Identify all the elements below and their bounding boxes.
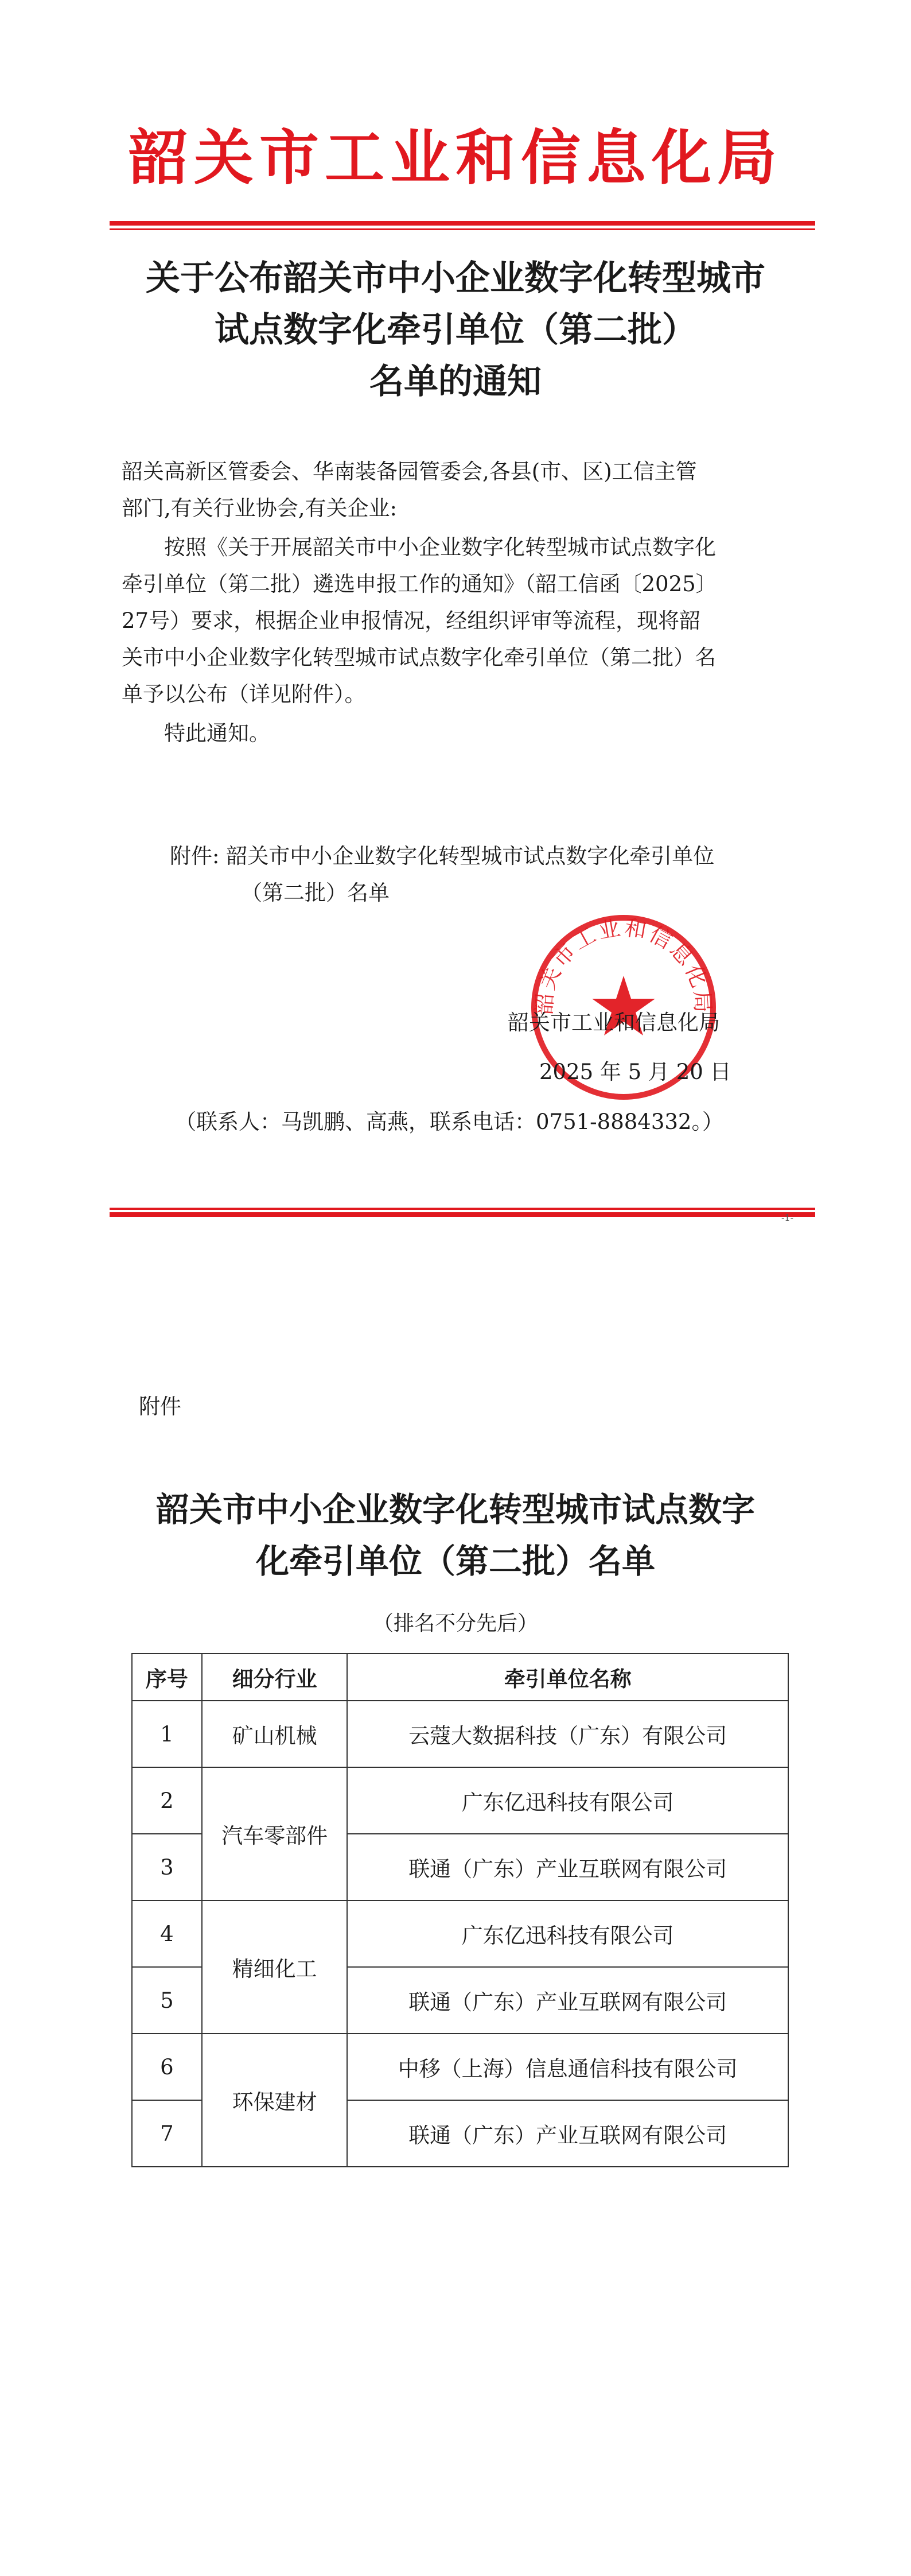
svg-text:韶关市工业和信息化局: 韶关市工业和信息化局 — [531, 914, 716, 1016]
notice-body — [122, 529, 810, 752]
body-line: 27号）要求，根据企业申报情况，经组织评审等流程，现将韶 — [122, 608, 701, 633]
addressee-line: 部门,有关行业协会,有关企业: — [122, 496, 397, 521]
row-no: 5 — [132, 1967, 202, 2034]
body-line: 关市中小企业数字化转型城市试点数字化牵引单位（第二批）名 — [122, 645, 716, 670]
row-unit: 联通（广东）产业互联网有限公司 — [347, 1834, 788, 1900]
footer-rule-thick — [110, 1212, 815, 1217]
row-no: 3 — [132, 1834, 202, 1900]
table-row — [132, 1900, 788, 1967]
attachment-line: 附件: 韶关市中小企业数字化转型城市试点数字化牵引单位 — [170, 844, 715, 868]
row-unit: 联通（广东）产业互联网有限公司 — [347, 2100, 788, 2167]
row-unit: 云蔻大数据科技（广东）有限公司 — [347, 1701, 788, 1767]
table-header-row — [132, 1654, 788, 1701]
attachment-label: 附件 — [139, 1394, 181, 1419]
row-no: 6 — [132, 2034, 202, 2100]
notice-title-line: 关于公布韶关市中小企业数字化转型城市 — [146, 258, 765, 298]
table-row — [132, 1701, 788, 1767]
row-unit: 广东亿迅科技有限公司 — [347, 1767, 788, 1834]
addressee-line: 韶关高新区管委会、华南装备园管委会,各县(市、区)工信主管 — [122, 459, 697, 484]
row-no: 2 — [132, 1767, 202, 1834]
attachment-line: （第二批）名单 — [241, 880, 390, 905]
notice-title-line: 名单的通知 — [369, 362, 542, 402]
signature: 韶关市工业和信息化局 — [508, 1010, 720, 1035]
row-industry: 汽车零部件 — [202, 1767, 348, 1900]
issue-date: 2025 年 5 月 20 日 — [539, 1060, 731, 1084]
body-line: 按照《关于开展韶关市中小企业数字化转型城市试点数字化 — [164, 535, 716, 560]
header-industry: 细分行业 — [202, 1654, 348, 1701]
addressee — [122, 453, 810, 527]
closing-line: 特此通知。 — [164, 721, 270, 746]
row-unit: 广东亿迅科技有限公司 — [347, 1900, 788, 1967]
list-title-line: 化牵引单位（第二批）名单 — [255, 1542, 655, 1581]
header-unit: 牵引单位名称 — [347, 1654, 788, 1701]
row-no: 7 — [132, 2100, 202, 2167]
list-title-line: 韶关市中小企业数字化转型城市试点数字 — [155, 1490, 755, 1529]
body-line: 单予以公布（详见附件）。 — [122, 682, 366, 707]
row-unit: 联通（广东）产业互联网有限公司 — [347, 1967, 788, 2034]
body-line: 牵引单位（第二批）遴选申报工作的通知》（韶工信函〔2025〕 — [122, 572, 717, 596]
header-rule-thin — [110, 228, 815, 230]
header-rule — [110, 221, 815, 226]
table-row — [132, 2034, 788, 2100]
row-industry: 矿山机械 — [202, 1701, 348, 1767]
row-no: 4 — [132, 1900, 202, 1967]
row-industry: 精细化工 — [202, 1900, 348, 2034]
ranking-note: （排名不分先后） — [372, 1612, 538, 1635]
attachment-reference — [170, 838, 812, 911]
row-industry: 环保建材 — [202, 2034, 348, 2167]
notice-title-line: 试点数字化牵引单位（第二批） — [215, 310, 696, 350]
row-unit: 中移（上海）信息通信科技有限公司 — [347, 2034, 788, 2100]
org-header: 韶关市工业和信息化局 — [128, 123, 782, 193]
contact-info: （联系人：马凯鹏、高燕，联系电话：0751-8884332。） — [175, 1109, 723, 1134]
header-no: 序号 — [132, 1654, 202, 1701]
traction-units-table — [131, 1653, 789, 2167]
table-row — [132, 1767, 788, 1834]
page-number: -1- — [781, 1212, 793, 1223]
row-no: 1 — [132, 1701, 202, 1767]
footer-rule — [110, 1208, 815, 1210]
